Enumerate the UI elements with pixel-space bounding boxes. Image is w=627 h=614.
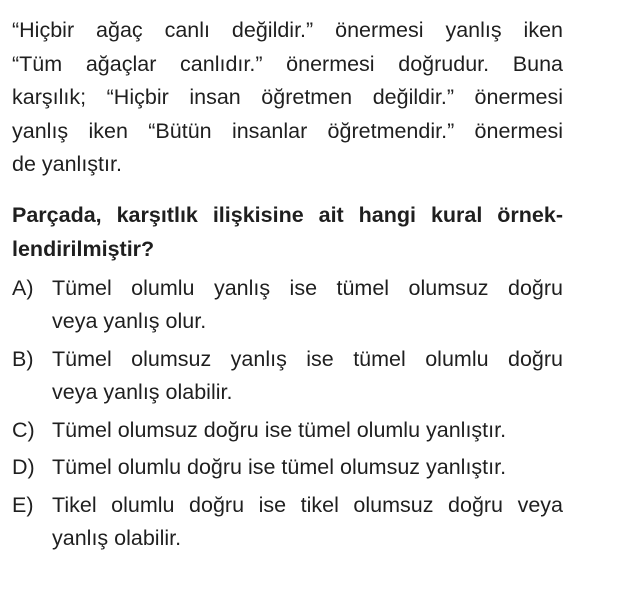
option-line: Tümel olumlu yanlış ise tümel olumsuz doğru [52,275,563,300]
passage-line: “Tüm ağaçlar canlıdır.” önermesi doğrudur. Buna [12,51,563,76]
option-text [52,451,563,485]
option-letter: C) [12,417,35,442]
option-text [52,272,563,339]
question-card [12,14,563,560]
option-d[interactable] [12,451,563,485]
option-c[interactable] [12,414,563,448]
option-b[interactable] [12,343,563,410]
passage-line: karşılık; “Hiçbir insan öğretmen değildir.” önermesi [12,85,563,110]
option-text [52,489,563,556]
option-letter: D) [12,455,35,480]
option-a[interactable] [12,272,563,339]
option-line: yanlış olabilir. [52,526,182,551]
passage-line: yanlış iken “Bütün insanlar öğretmendir.” önermesi [12,118,563,143]
option-text [52,414,563,448]
option-letter: E) [12,492,34,517]
question-line: Parçada, karşıtlık ilişkisine ait hangi kural örnek- [12,202,563,227]
option-letter: B) [12,346,34,371]
option-line: veya yanlış olabilir. [52,380,233,405]
option-line: Tümel olumsuz doğru ise tümel olumlu yanlıştır. [52,417,507,442]
question-stem [12,198,563,266]
option-line: Tümel olumsuz yanlış ise tümel olumlu doğru [52,346,563,371]
option-line: Tikel olumlu doğru ise tikel olumsuz doğru veya [52,492,563,517]
passage-text [12,14,563,182]
option-e[interactable] [12,489,563,556]
passage-line: de yanlıştır. [12,152,122,177]
option-line: Tümel olumlu doğru ise tümel olumsuz yanlıştır. [52,455,507,480]
option-line: veya yanlış olur. [52,309,207,334]
answer-options [12,272,563,556]
passage-line: “Hiçbir ağaç canlı değildir.” önermesi yanlış iken [12,18,563,42]
question-line: lendirilmiştir? [12,236,155,261]
option-text [52,343,563,410]
option-letter: A) [12,275,34,300]
